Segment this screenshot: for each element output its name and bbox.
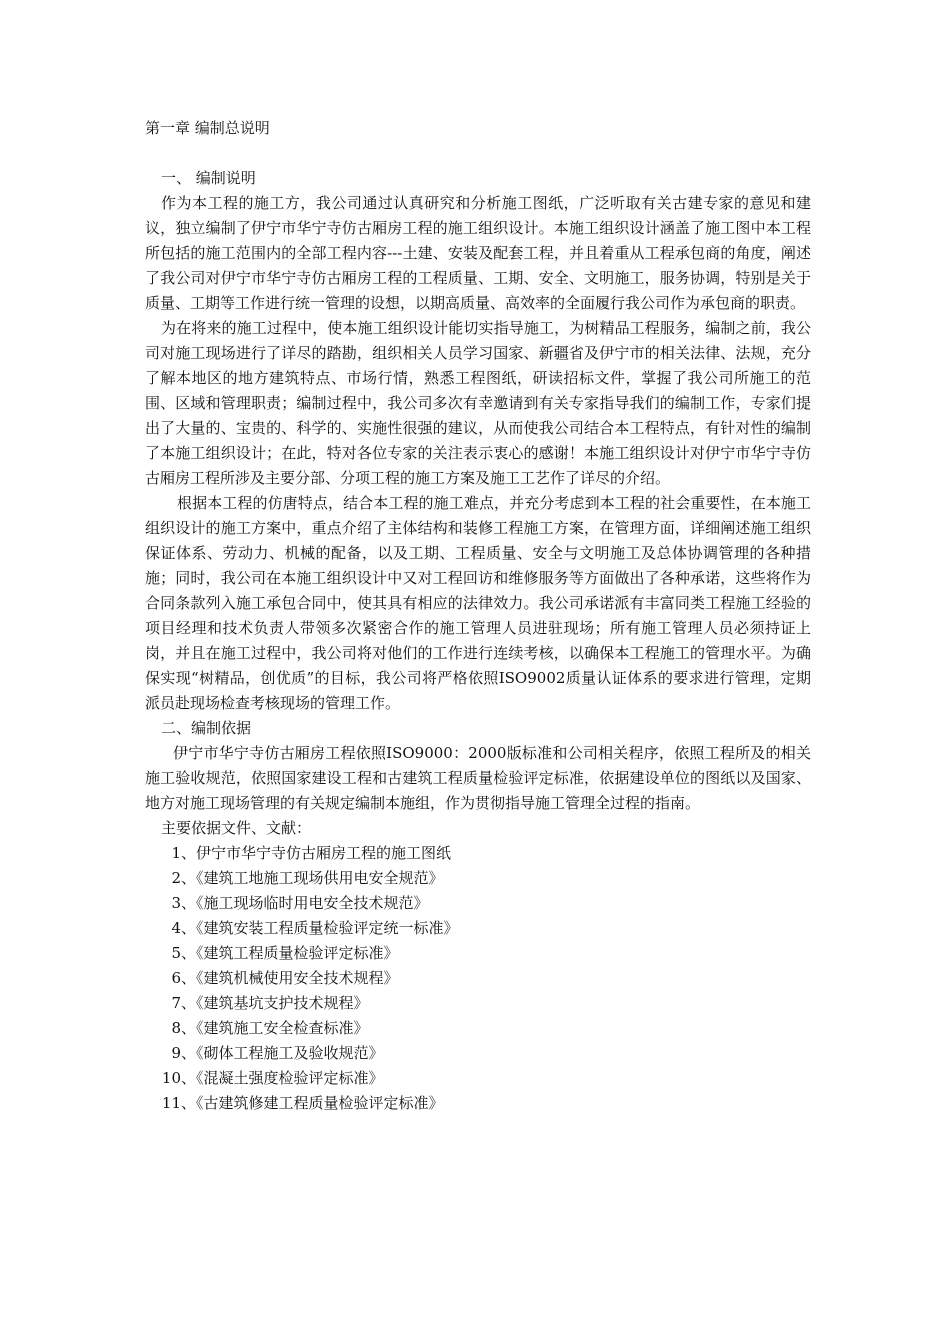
list-item: 8、《建筑施工安全检查标准》 [171,1019,369,1037]
list-item: 3、《施工现场临时用电安全技术规范》 [171,894,429,912]
paragraph-3: 根据本工程的仿唐特点，结合本工程的施工难点，并充分考虑到本工程的社会重要性，在本施工组织设计的施工方案中，重点介绍了主体结构和装修工程施工方案，在管理方面，详细阐述施工组织保证体系、劳动力、机械的配备，以及工期、工程质量、安全与文明施工及总体协调管理的各种措施；同时，我公司在本施工组织设计中又对工程回访和维修服务等方面做出了各种承诺，这些将作为合同条款列入施工承包合同中，使其具有相应的法律效力。我公司承诺派有丰富同类工程施工经验的项目经理和技术负责人带领多次紧密合作的施工管理人员进驻现场；所有施工管理人员必须持证上岗，并且在施工过程中，我公司将对他们的工作进行连续考核，以确保本工程施工的管理水平。为确保实现“树精品，创优质”的目标，我公司将严格依照ISO9002质量认证体系的要求进行管理，定期派员赴现场检查考核现场的管理工作。 [145,494,811,712]
list-item: 10、《混凝土强度检验评定标准》 [161,1069,384,1087]
list-item: 7、《建筑基坑支护技术规程》 [171,994,369,1012]
list-item: 4、《建筑安装工程质量检验评定统一标准》 [171,919,459,937]
paragraph-1: 作为本工程的施工方，我公司通过认真研究和分析施工图纸，广泛听取有关古建专家的意见和建议，独立编制了伊宁市华宁寺仿古厢房工程的施工组织设计。本施工组织设计涵盖了施工图中本工程所包括的施工范围内的全部工程内容---土建、安装及配套工程，并且着重从工程承包商的角度，阐述了我公司对伊宁市华宁寺仿古厢房工程的工程质量、工期、安全、文明施工，服务协调，特别是关于质量、工期等工作进行统一管理的设想，以期高质量、高效率的全面履行我公司作为承包商的职责。 [145,194,811,312]
list-item: 9、《砌体工程施工及验收规范》 [171,1044,384,1062]
list-item: 5、《建筑工程质量检验评定标准》 [171,944,399,962]
paragraph-4: 伊宁市华宁寺仿古厢房工程依照ISO9000：2000版标准和公司相关程序，依照工程所及的相关施工验收规范，依照国家建设工程和古建筑工程质量检验评定标准，依据建设单位的图纸以及国家、地方对施工现场管理的有关规定编制本施组，作为贯彻指导施工管理全过程的指南。 [145,744,811,812]
section-heading-1: 一、 编制说明 [161,169,256,187]
chapter-title: 第一章 编制总说明 [145,119,270,137]
paragraph-2: 为在将来的施工过程中，使本施工组织设计能切实指导施工，为树精品工程服务，编制之前，我公司对施工现场进行了详尽的踏勘，组织相关人员学习国家、新疆省及伊宁市的相关法律、法规，充分了解本地区的地方建筑特点、市场行情，熟悉工程图纸，研读招标文件，掌握了我公司所施工的范围、区域和管理职责；编制过程中，我公司多次有幸邀请到有关专家指导我们的编制工作，专家们提出了大量的、宝贵的、科学的、实施性很强的建议，从而使我公司结合本工程特点，有针对性的编制了本施工组织设计；在此，特对各位专家的关注表示衷心的感谢！本施工组织设计对伊宁市华宁寺仿古厢房工程所涉及主要分部、分项工程的施工方案及施工工艺作了详尽的介绍。 [145,319,811,487]
references-title: 主要依据文件、文献： [161,819,312,837]
list-item: 11、《古建筑修建工程质量检验评定标准》 [161,1094,444,1112]
spacer [145,141,811,166]
list-item: 2、《建筑工地施工现场供用电安全规范》 [171,869,444,887]
references-list [145,841,811,1116]
list-item: 1、伊宁市华宁寺仿古厢房工程的施工图纸 [171,844,452,862]
document-page [145,116,811,1116]
list-item: 6、《建筑机械使用安全技术规程》 [171,969,399,987]
section-heading-2: 二、编制依据 [161,719,252,737]
